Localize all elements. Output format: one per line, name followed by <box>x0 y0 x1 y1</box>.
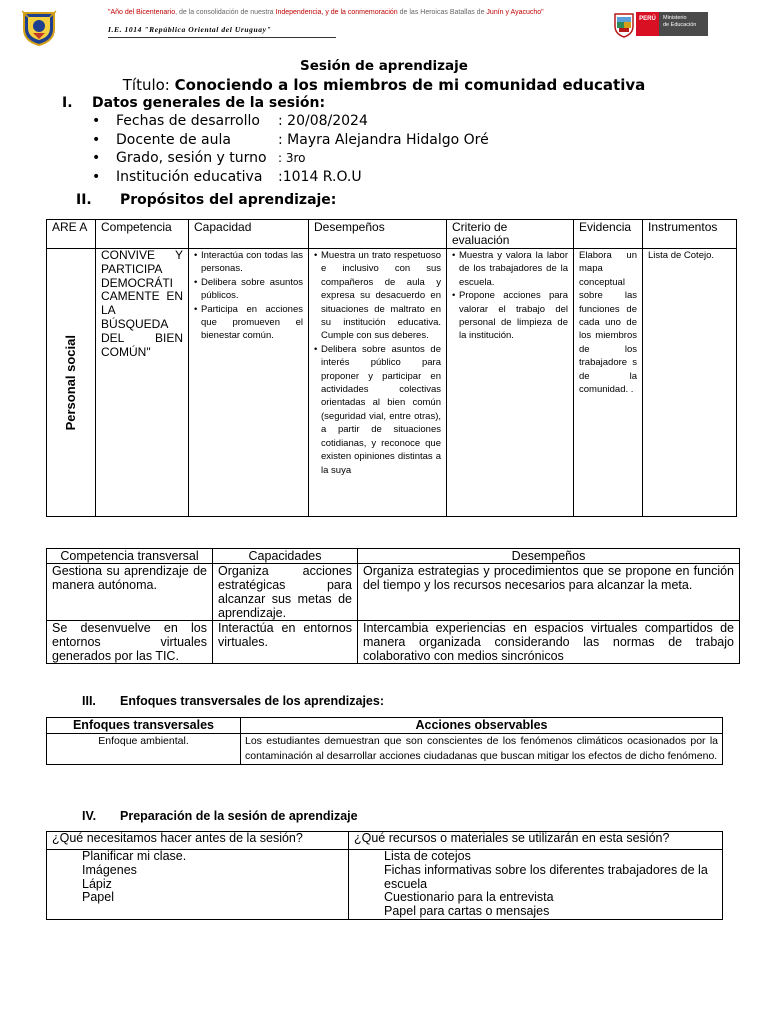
header-competencia: Competencia <box>96 220 189 249</box>
title-label: Título: <box>122 76 175 94</box>
header-recursos: ¿Qué recursos o materiales se utilizarán en esta sesión? <box>349 832 723 850</box>
ministry-name <box>659 12 708 36</box>
general-value: : 3ro <box>278 151 306 165</box>
section-3-number: III. <box>82 694 96 708</box>
document-title <box>0 76 768 94</box>
antes-item: Papel <box>82 890 114 905</box>
transversal-row <box>47 564 740 621</box>
antes-cell <box>47 850 349 920</box>
general-label: Fechas de desarrollo <box>116 113 260 129</box>
motto-part: "Año del Bicentenario <box>108 9 176 16</box>
recurso-item: Papel para cartas o mensajes <box>384 904 550 919</box>
school-crest-logo <box>20 9 58 47</box>
transversal-header-row <box>47 549 740 564</box>
approaches-header-row <box>47 718 723 734</box>
section-2-heading <box>76 192 336 208</box>
capacidad-item: • Participa en acciones que promueven el bienestar común. <box>194 303 303 343</box>
area-label: Personal social <box>63 335 79 431</box>
evidencia-cell: Elabora un mapa conceptual sobre las funciones de cada uno de los miembros de los trabajadore s de la comunidad. . <box>574 249 643 517</box>
section-1-number: I. <box>62 95 73 111</box>
transversal-desempeno: Intercambia experiencias en espacios virtuales compartidos de manera organizada considerando las normas de trabajo colaborativo con medios sincrónicos <box>358 621 740 664</box>
general-data-list <box>92 113 489 187</box>
school-underline <box>108 37 336 38</box>
approaches-table <box>46 717 723 765</box>
antes-item: Lápiz <box>82 876 112 891</box>
ministry-logo <box>612 10 708 38</box>
section-1-heading <box>62 95 325 111</box>
motto-text <box>108 9 568 16</box>
header-desempenos-transversal: Desempeños <box>358 549 740 564</box>
criterio-item: • Muestra y valora la labor de los trabajadores de la escuela. <box>452 249 568 289</box>
document-heading: Sesión de aprendizaje <box>300 58 468 74</box>
title-value: Conociendo a los miembros de mi comunidad educativa <box>174 76 646 94</box>
motto-part: Independencia <box>275 9 322 16</box>
section-2-title: Propósitos del aprendizaje: <box>120 192 337 208</box>
motto-part: de las Heroicas Batallas de <box>399 9 487 16</box>
desempeno-item: • Delibera sobre asuntos de interés público para proponer y participar en actividades colectivas orientadas al bien común (seguridad vial, entre otras), a partir de situaciones cotidianas, y reconoce que existen opiniones distintas a la suya <box>314 343 441 477</box>
section-1-title: Datos generales de la sesión: <box>92 95 326 111</box>
header-area: ARE A <box>47 220 96 249</box>
section-3-heading <box>82 694 384 708</box>
purposes-header-row <box>47 220 737 249</box>
ministry-name-line2: de Educación <box>663 22 697 28</box>
general-item-fecha: • Fechas de desarrollo : 20/08/2024 <box>92 113 368 129</box>
motto-part: Junín y Ayacucho" <box>486 9 544 16</box>
general-label: Docente de aula <box>116 131 231 148</box>
general-value: : 20/08/2024 <box>278 113 368 129</box>
purposes-table <box>46 219 737 517</box>
general-item-docente: • Docente de aula : Mayra Alejandra Hidalgo Oré <box>92 131 489 148</box>
section-4-title: Preparación de la sesión de aprendizaje <box>120 809 358 823</box>
header-enfoques: Enfoques transversales <box>47 718 241 734</box>
general-label: Institución educativa <box>116 168 263 185</box>
motto-part: , de la consolidación de nuestra <box>175 9 276 16</box>
recurso-item: Cuestionario para la entrevista <box>384 890 554 905</box>
header-capacidades: Capacidades <box>213 549 358 564</box>
peru-shield-icon <box>612 10 636 38</box>
desempeno-item: • Muestra un trato respetuoso e inclusivo con sus compañeros de aula y expresa su desacuerdo en situaciones de maltrato en su institución educativa. Cumple con sus deberes. <box>314 249 441 343</box>
desempenos-cell <box>309 249 447 517</box>
header-instrumentos: Instrumentos <box>643 220 737 249</box>
capacidad-item: • Delibera sobre asuntos públicos. <box>194 276 303 303</box>
preparation-header-row <box>47 832 723 850</box>
area-cell <box>47 249 96 517</box>
transversal-competencies-table <box>46 548 740 664</box>
transversal-competencia: Gestiona su aprendizaje de manera autónoma. <box>47 564 213 621</box>
header-evidencia: Evidencia <box>574 220 643 249</box>
recurso-item: Fichas informativas sobre los diferentes trabajadores de la escuela <box>384 862 708 891</box>
antes-item: Planificar mi clase. <box>82 849 187 863</box>
criterio-item: • Propone acciones para valorar el trabajo del personal de limpieza de la institución. <box>452 289 568 343</box>
section-2-number: II. <box>76 192 92 208</box>
recurso-item: Lista de cotejos <box>384 849 471 863</box>
motto-part: , y de la conmemoración <box>321 9 400 16</box>
general-item-grado: • Grado, sesión y turno : 3ro <box>92 150 306 166</box>
header-desempenos: Desempeños <box>309 220 447 249</box>
enfoque-cell: Enfoque ambiental. <box>47 734 241 765</box>
header-criterio: Criterio de evaluación <box>447 220 574 249</box>
instrumentos-cell: Lista de Cotejo. <box>643 249 737 517</box>
transversal-capacidad: Interactúa en entornos virtuales. <box>213 621 358 664</box>
preparation-row <box>47 850 723 920</box>
section-4-heading <box>82 809 358 823</box>
general-value: :1014 R.O.U <box>278 168 362 185</box>
competencia-cell: CONVIVE Y PARTICIPA DEMOCRÁTI CAMENTE EN LA BÚSQUEDA DEL BIEN COMÚN" <box>96 249 189 517</box>
general-item-institucion: • Institución educativa :1014 R.O.U <box>92 168 362 185</box>
capacidad-cell <box>189 249 309 517</box>
recursos-cell <box>349 850 723 920</box>
purposes-row <box>47 249 737 517</box>
criterio-cell <box>447 249 574 517</box>
ministry-country: PERÚ <box>636 12 659 36</box>
transversal-row <box>47 621 740 664</box>
general-value: : Mayra Alejandra Hidalgo Oré <box>278 131 489 148</box>
accion-cell: Los estudiantes demuestran que son conscientes de los fenómenos climáticos ocasionados por la contaminación al desarrollar acciones ciudadanas que buscan mitigar los efectos de dicho fenómeno. <box>241 734 723 765</box>
page-header <box>0 0 768 52</box>
header-capacidad: Capacidad <box>189 220 309 249</box>
section-3-title: Enfoques transversales de los aprendizajes: <box>120 694 384 708</box>
section-4-number: IV. <box>82 809 97 823</box>
header-competencia-transversal: Competencia transversal <box>47 549 213 564</box>
antes-item: Imágenes <box>82 862 137 877</box>
header-acciones: Acciones observables <box>241 718 723 734</box>
approaches-row <box>47 734 723 765</box>
transversal-competencia: Se desenvuelve en los entornos virtuales generados por las TIC. <box>47 621 213 664</box>
school-name: I.E. 1014 "República Oriental del Uruguay" <box>108 25 272 34</box>
capacidad-item: • Interactúa con todas las personas. <box>194 249 303 276</box>
preparation-table <box>46 831 723 920</box>
header-antes: ¿Qué necesitamos hacer antes de la sesión? <box>47 832 349 850</box>
general-label: Grado, sesión y turno <box>116 150 267 166</box>
transversal-capacidad: Organiza acciones estratégicas para alcanzar sus metas de aprendizaje. <box>213 564 358 621</box>
transversal-desempeno: Organiza estrategias y procedimientos que se propone en función del tiempo y los recursos necesarios para alcanzar la meta. <box>358 564 740 621</box>
ministry-name-line1: Ministerio <box>663 15 687 21</box>
